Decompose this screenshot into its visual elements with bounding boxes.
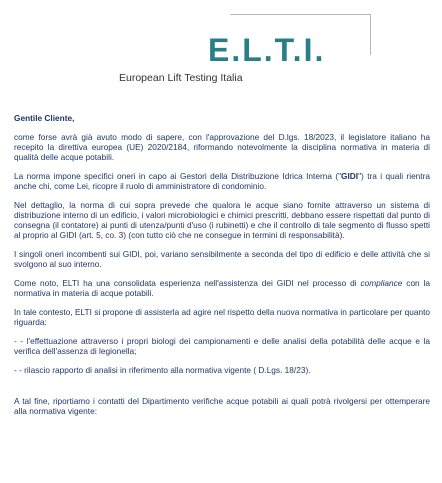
paragraph-contacts: A tal fine, riportiamo i contatti del Dipartimento verifiche acque potabili ai quali potrà rivolgersi per ottemperare alla normativa vigente: (14, 396, 430, 416)
company-subtitle: European Lift Testing Italia (119, 72, 243, 84)
paragraph-detail: Nel dettaglio, la norma di cui sopra prevede che qualora le acque siano fornite attraverso un sistema di distribuzione interno di un edificio, i valori microbiologici e chimici prescritti, debbano essere rispettati dal punto di consegna (il contatore) ai punti di utenza/punti d'uso (i rubinetti) e che il controllo di tale segmento di flusso spetti al proprio al GIDI (art. 5, co. 3) (con tutto ciò che ne consegue in termini di responsabilità). (14, 200, 430, 240)
company-logo: E.L.T.I. (208, 32, 326, 68)
paragraph-gidi-part2: ") tra i quali rientra anche chi, come Lei, ricopre il ruolo di amministratore di condominio. (14, 171, 430, 191)
list-item-sampling: - - l'effettuazione attraverso i propri biologi dei campionamenti e delle analisi della potabilità delle acque e la verifica dell'assenza di legionella; (14, 336, 430, 356)
gidi-term: GIDI (341, 171, 359, 181)
compliance-term: compliance (360, 278, 403, 288)
paragraph-gidi-part1: La norma impone specifici oneri in capo ai Gestori della Distribuzione Idrica Interna (" (14, 171, 342, 181)
greeting: Gentile Cliente, (14, 113, 75, 123)
paragraph-experience (14, 278, 430, 298)
list-item-report: - - rilascio rapporto di analisi in riferimento alla normativa vigente ( D.Lgs. 18/23). (14, 365, 311, 375)
paragraph-gidi (14, 171, 430, 191)
paragraph-experience-part2: con la normativa in materia di acque potabili. (14, 278, 430, 298)
paragraph-intro: come forse avrà già avuto modo di sapere, con l'approvazione del D.lgs. 18/2023, il legislatore italiano ha recepito la direttiva europea (UE) 2020/2184, riformando notevolmente la disciplina normativa in materia di qualità delle acque potabili. (14, 132, 430, 162)
paragraph-proposal: In tale contesto, ELTI si propone di assisterla ad agire nel rispetto della nuova normativa in particolare per quanto riguarda: (14, 307, 430, 327)
letterhead (0, 0, 442, 100)
letter-body (14, 113, 430, 425)
paragraph-oneri: I singoli oneri incombenti sui GIDI, poi, variano sensibilmente a seconda del tipo di edificio e delle attività che si svolgono al suo interno. (14, 249, 430, 269)
spacer (14, 384, 430, 396)
paragraph-experience-part1: Come noto, ELTI ha una consolidata esperienza nell'assistenza dei GIDI nel processo di (14, 278, 361, 288)
